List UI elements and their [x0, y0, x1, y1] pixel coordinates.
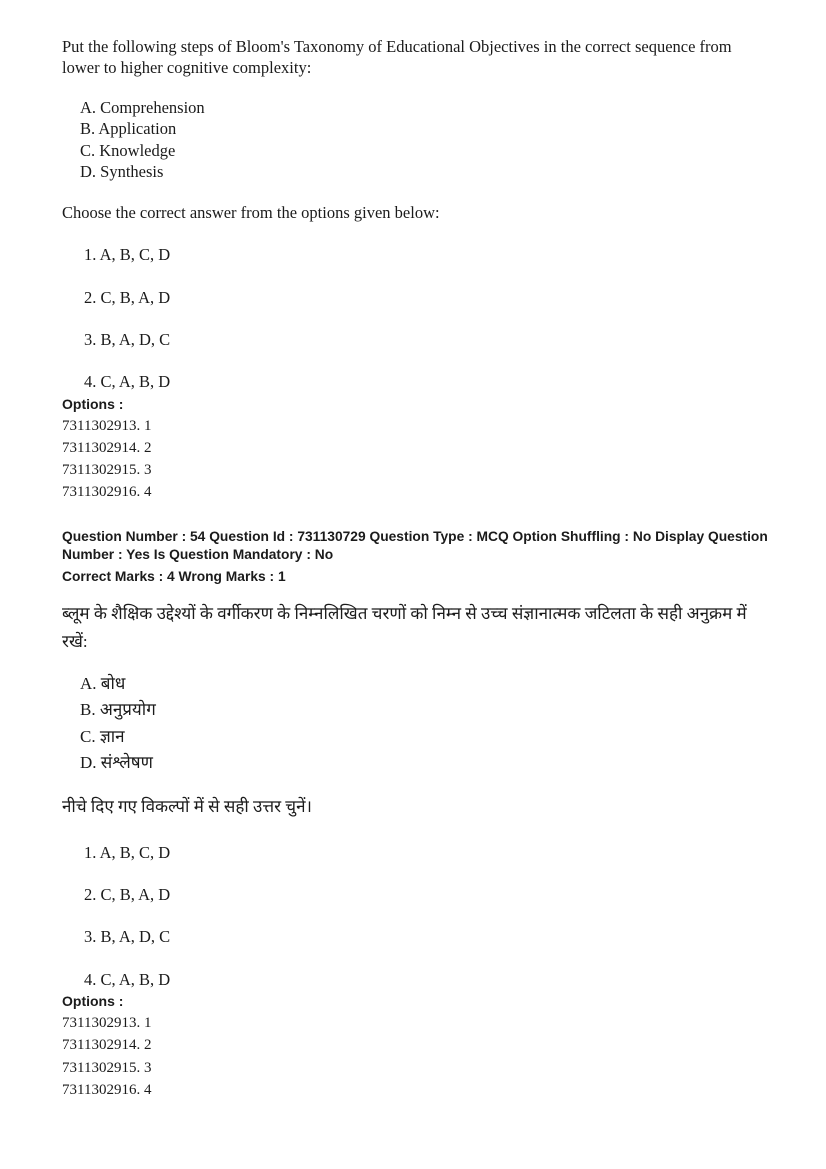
answer-option-4: 4. C, A, B, D — [84, 372, 171, 392]
answer-option-3: 3. B, A, D, C — [84, 329, 171, 349]
options-label-hi: Options : — [62, 993, 124, 1010]
choose-instruction-en: Choose the correct answer from the options given below: — [62, 202, 440, 222]
answer-option-2: 2. C, B, A, D — [84, 287, 171, 307]
question-meta-details: Question Number : 54 Question Id : 731130729 Question Type : MCQ Option Shuffling : No Display Question Number : Yes Is Question Mandatory : No — [62, 528, 768, 563]
answer-option-1: 1. A, B, C, D — [84, 245, 171, 265]
option-id-3: 7311302915. 3 — [62, 462, 152, 479]
step-item-a: A. Comprehension — [80, 97, 205, 117]
answer-option-1: 1. A, B, C, D — [84, 842, 171, 862]
option-id-2: 7311302914. 2 — [62, 440, 152, 456]
option-id-4: 7311302916. 4 — [62, 1081, 152, 1098]
options-label-en: Options : — [62, 395, 124, 412]
question-block-hindi — [62, 600, 770, 1101]
answer-option-2: 2. C, B, A, D — [84, 884, 171, 904]
question-text-en: Put the following steps of Bloom's Taxonomy of Educational Objectives in the correct sequence from lower to higher cognitive complexity: — [62, 37, 732, 78]
step-item-d: D. संश्लेषण — [80, 752, 153, 772]
option-ids-en — [62, 415, 770, 504]
answer-option-4: 4. C, A, B, D — [84, 969, 171, 989]
option-ids-hi — [62, 1012, 770, 1101]
step-item-b: B. अनुप्रयोग — [80, 700, 156, 720]
question-text-hi: ब्लूम के शैक्षिक उद्देश्यों के वर्गीकरण के निम्नलिखित चरणों को निम्न से उच्च संज्ञानात्मक जटिलता के सही अनुक्रम में रखें: — [62, 604, 747, 651]
step-item-a: A. बोध — [80, 673, 126, 693]
answer-options-en — [84, 244, 770, 393]
step-item-b: B. Application — [80, 119, 177, 139]
step-item-c: C. Knowledge — [80, 140, 176, 160]
step-item-d: D. Synthesis — [80, 162, 164, 182]
steps-list-hi — [80, 671, 770, 776]
answer-options-hi — [84, 842, 770, 991]
option-id-3: 7311302915. 3 — [62, 1059, 152, 1076]
question-meta — [62, 528, 770, 587]
question-block-english — [62, 36, 770, 504]
option-id-4: 7311302916. 4 — [62, 484, 152, 501]
choose-instruction-hi: नीचे दिए गए विकल्पों में से सही उत्तर चुनें। — [62, 797, 312, 817]
option-id-1: 7311302913. 1 — [62, 417, 152, 434]
step-item-c: C. ज्ञान — [80, 726, 125, 746]
question-meta-marks: Correct Marks : 4 Wrong Marks : 1 — [62, 568, 286, 584]
answer-option-3: 3. B, A, D, C — [84, 927, 171, 947]
option-id-1: 7311302913. 1 — [62, 1015, 152, 1032]
option-id-2: 7311302914. 2 — [62, 1037, 152, 1054]
steps-list-en — [80, 97, 770, 183]
